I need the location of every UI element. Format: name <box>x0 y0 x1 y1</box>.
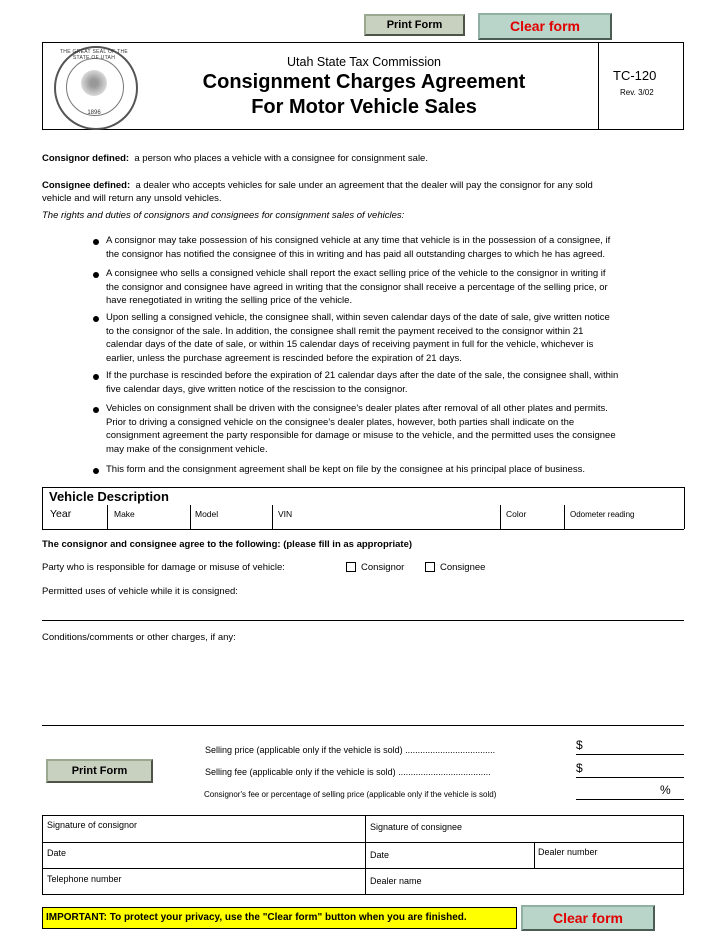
vin-label: VIN <box>278 509 293 519</box>
dealer-number-input[interactable] <box>538 857 681 867</box>
list-item: A consignee who sells a consigned vehicle shall report the exact selling price of the vehicle to the consignor in writing if the consignor and consignee have agreed in writing that the consignor shall receive a percentage of the selling price, or have renegotiated in writing the selling price of the vehicle. <box>106 268 608 307</box>
agency-name: Utah State Tax Commission <box>287 55 441 69</box>
bullet-icon <box>93 407 99 413</box>
dollar-sign-1: $ <box>576 738 583 752</box>
selling-fee-input[interactable] <box>586 763 683 776</box>
odometer-label: Odometer reading <box>570 510 635 519</box>
conditions-label: Conditions/comments or other charges, if any: <box>42 632 236 643</box>
list-item: Upon selling a consigned vehicle, the consignee shall, within seven calendar days of the date of sale, give written notice to the consignor of the sale. In addition, the consignee shall remit the payment received to the consignor within 21 calendar days of the date of sale, or within 15 calendar days of receiving payment in full for the vehicle, whichever is earlier, unless the purchase agreement is rescinded before the expiration of 21 days. <box>106 312 610 364</box>
list-item: A consignor may take possession of his consigned vehicle at any time that vehicle is in the possession of a consignee, if the consignor has notified the consignee of this in writing and has paid all outstanding charges to which he has agreed. <box>106 235 611 260</box>
year-label: Year <box>50 508 72 520</box>
consignor-fee-input[interactable] <box>576 785 660 798</box>
consignee-signature-label: Signature of consignee <box>370 822 463 832</box>
make-label: Make <box>114 509 135 519</box>
make-input[interactable] <box>110 519 188 529</box>
color-label: Color <box>506 509 527 519</box>
vin-input[interactable] <box>275 519 498 529</box>
permitted-uses-label: Permitted uses of vehicle while it is consigned: <box>42 586 238 597</box>
model-input[interactable] <box>193 519 270 529</box>
dealer-name-label: Dealer name <box>370 876 422 886</box>
list-item: This form and the consignment agreement shall be kept on file by the consignee at his principal place of business. <box>106 464 585 475</box>
dealer-name-input[interactable] <box>369 886 681 894</box>
vehicle-description-heading: Vehicle Description <box>49 489 169 504</box>
agreement-heading: The consignor and consignee agree to the following: (please fill in as appropriate) <box>42 539 413 550</box>
list-item: If the purchase is rescinded before the expiration of 21 calendar days after the date of the sale, the consignee shall, within five calendar days, give written notice of the rescission to the consignor. <box>106 370 619 395</box>
consignor-checkbox[interactable] <box>346 562 356 572</box>
consignee-option-label: Consignee <box>440 562 486 573</box>
consignor-signature-input[interactable] <box>46 831 362 841</box>
consignee-definition-cont: vehicle and will return any unsold vehicles. <box>42 193 222 204</box>
consignor-fee-label: Consignor's fee or percentage of selling price (applicable only if the vehicle is sold) <box>204 790 497 799</box>
selling-price-label: Selling price (applicable only if the vehicle is sold) .................................... <box>205 745 496 755</box>
form-revision: Rev. 3/02 <box>620 88 654 97</box>
date-right-label: Date <box>370 850 390 860</box>
telephone-label: Telephone number <box>47 874 122 884</box>
form-subtitle: For Motor Vehicle Sales <box>251 96 477 118</box>
consignee-signature-input[interactable] <box>369 833 681 841</box>
rights-heading: The rights and duties of consignors and consignees for consignment sales of vehicles: <box>42 210 405 221</box>
percent-sign: % <box>660 783 671 797</box>
selling-fee-label: Selling fee (applicable only if the vehicle is sold) ..................................... <box>205 767 491 777</box>
date-left-input[interactable] <box>46 858 362 867</box>
bullet-icon <box>93 374 99 380</box>
conditions-textarea[interactable] <box>42 646 684 722</box>
bullet-icon <box>93 316 99 322</box>
dealer-number-label: Dealer number <box>538 847 598 857</box>
permitted-uses-input[interactable] <box>42 598 684 616</box>
model-label: Model <box>195 509 219 519</box>
telephone-input[interactable] <box>46 884 362 894</box>
clear-form-button-bottom[interactable]: Clear form <box>521 905 655 931</box>
consignor-signature-label: Signature of consignor <box>47 820 138 830</box>
privacy-notice: IMPORTANT: To protect your privacy, use the "Clear form" button when you are finished. <box>42 907 517 929</box>
color-input[interactable] <box>503 519 562 529</box>
print-form-button-bottom[interactable]: Print Form <box>46 759 153 783</box>
bullet-icon <box>93 272 99 278</box>
year-input[interactable] <box>46 519 104 529</box>
print-form-button-top[interactable]: Print Form <box>364 14 465 36</box>
selling-price-input[interactable] <box>586 740 683 753</box>
clear-form-button-top[interactable]: Clear form <box>478 13 612 40</box>
responsible-party-label: Party who is responsible for damage or misuse of vehicle: <box>42 562 285 573</box>
consignee-definition: Consignee defined: a dealer who accepts vehicles for sale under an agreement that the dealer will pay the consignor for any sold <box>42 180 593 191</box>
form-title: Consignment Charges Agreement <box>202 71 526 93</box>
date-left-label: Date <box>47 848 67 858</box>
consignor-definition: Consignor defined: a person who places a vehicle with a consignee for consignment sale. <box>42 153 428 164</box>
bullet-icon <box>93 468 99 474</box>
consignor-option-label: Consignor <box>361 562 405 573</box>
form-number: TC-120 <box>613 68 657 83</box>
odometer-input[interactable] <box>567 519 682 529</box>
date-right-input[interactable] <box>395 858 532 867</box>
bullet-icon <box>93 239 99 245</box>
consignee-checkbox[interactable] <box>425 562 435 572</box>
list-item: Vehicles on consignment shall be driven with the consignee's dealer plates after removal of all other plates and permits. Prior to driving a consigned vehicle on the consignee's dealer plates, however, both parties shall indicate on the consignment agreement the party responsible for damage or misuse to the vehicle, and the permitted uses the consignee may make of the consignment vehicle. <box>106 403 616 455</box>
state-seal-icon: THE GREAT SEAL OF THE STATE OF UTAH 1896 <box>54 46 138 130</box>
dollar-sign-2: $ <box>576 761 583 775</box>
